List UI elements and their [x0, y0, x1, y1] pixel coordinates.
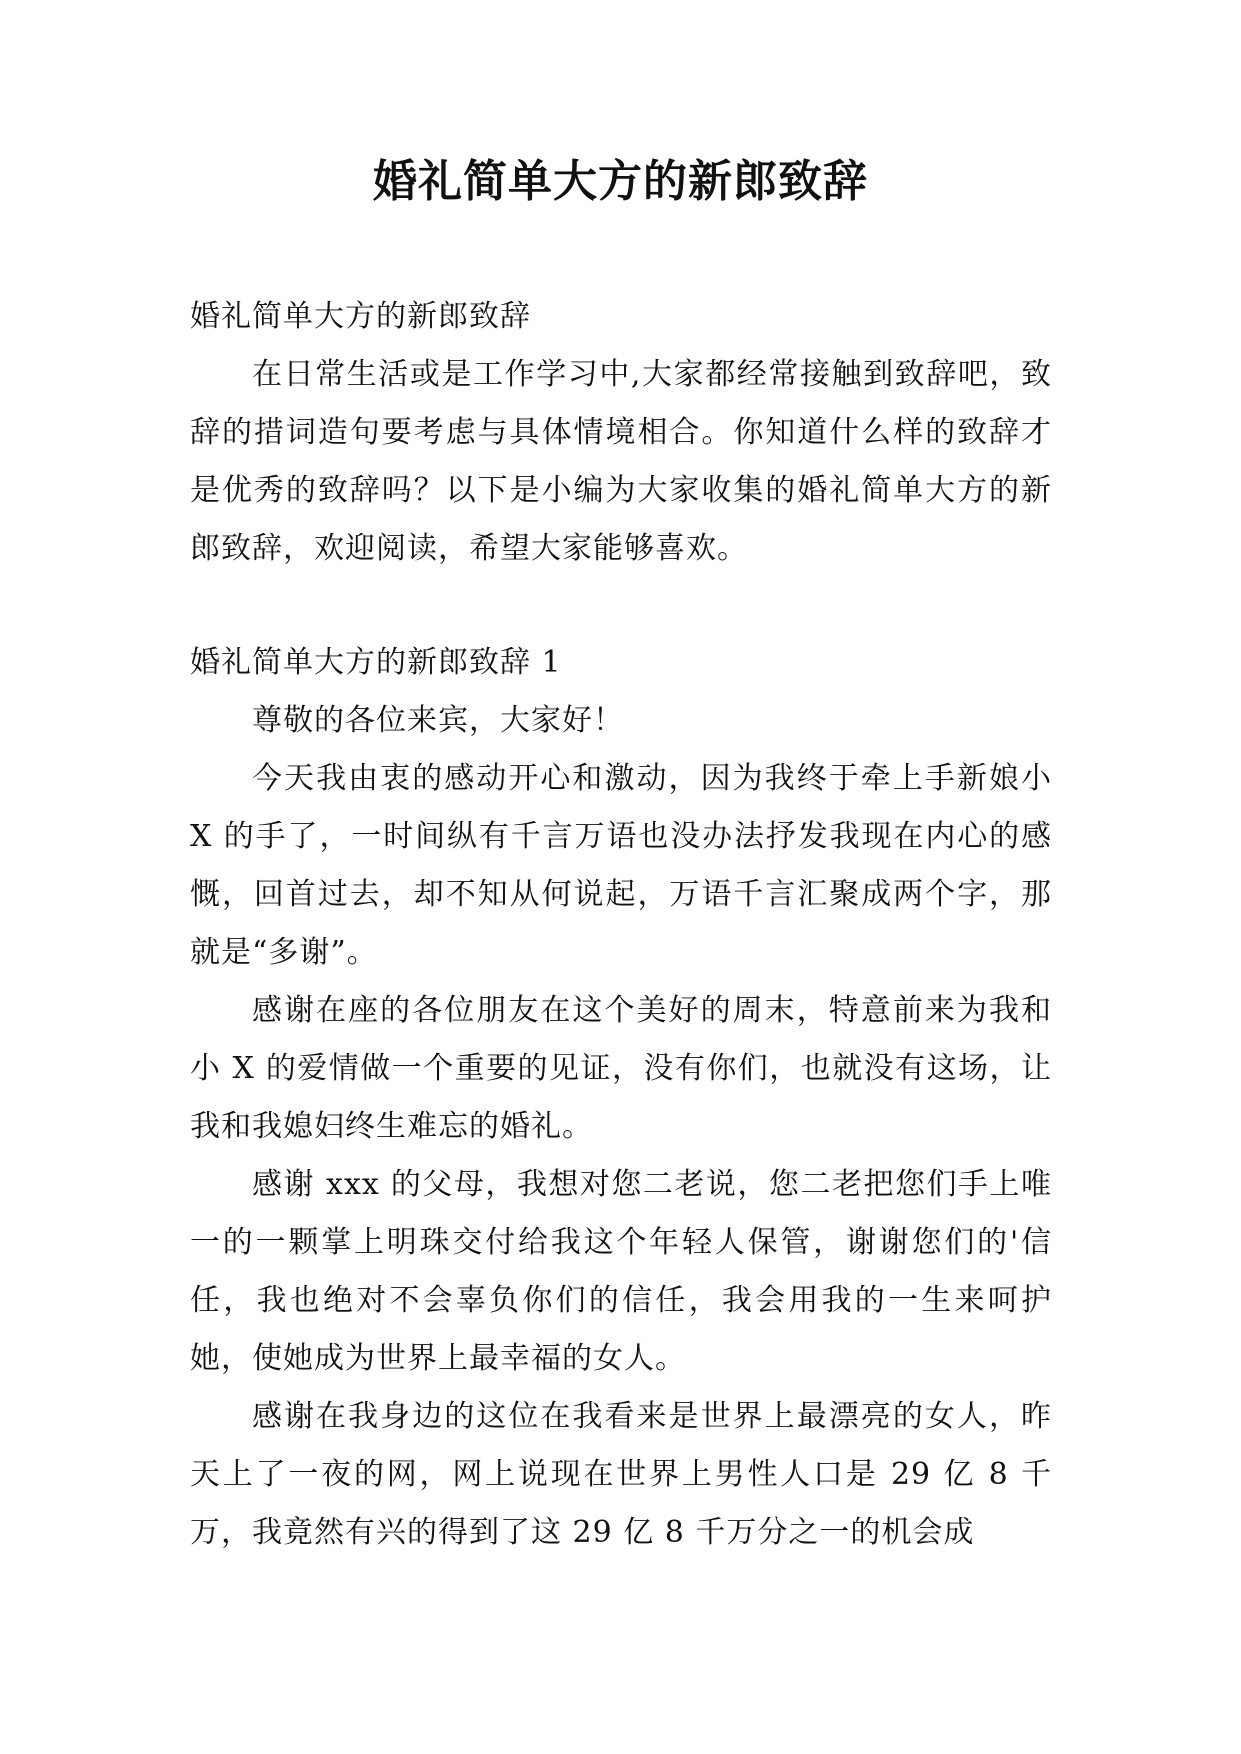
body-paragraph: 感谢 xxx 的父母，我想对您二老说，您二老把您们手上唯一的一颗掌上明珠交付给我这个年轻人保管，谢谢您们的'信任，我也绝对不会辜负你们的信任，我会用我的一生来呵护她，使她成为世界上最幸福的女人。 [190, 1167, 1052, 1376]
section-heading: 婚礼简单大方的新郎致辞 [190, 299, 531, 334]
greeting-paragraph: 尊敬的各位来宾，大家好！ [252, 703, 624, 738]
document-title: 婚礼简单大方的新郎致辞 [373, 156, 868, 207]
section-heading-1: 婚礼简单大方的新郎致辞 1 [190, 645, 562, 680]
body-paragraph: 今天我由衷的感动开心和激动，因为我终于牵上手新娘小 X 的手了，一时间纵有千言万语也没办法抒发我现在内心的感慨，回首过去，却不知从何说起，万语千言汇聚成两个字，那就是“多谢”。 [190, 761, 1052, 970]
paragraph-gap [190, 578, 1052, 634]
intro-paragraph: 在日常生活或是工作学习中,大家都经常接触到致辞吧，致辞的措词造句要考虑与具体情境相合。你知道什么样的致辞才是优秀的致辞吗？以下是小编为大家收集的婚礼简单大方的新郎致辞，欢迎阅读，希望大家能够喜欢。 [190, 357, 1052, 566]
body-paragraph: 感谢在座的各位朋友在这个美好的周末，特意前来为我和小 X 的爱情做一个重要的见证，没有你们，也就没有这场，让我和我媳妇终生难忘的婚礼。 [190, 993, 1052, 1144]
body-paragraph: 感谢在我身边的这位在我看来是世界上最漂亮的女人，昨天上了一夜的网，网上说现在世界上男性人口是 29 亿 8 千万，我竟然有兴的得到了这 29 亿 8 千万分之一的机会成 [190, 1399, 1052, 1550]
document-body [190, 288, 1052, 1562]
